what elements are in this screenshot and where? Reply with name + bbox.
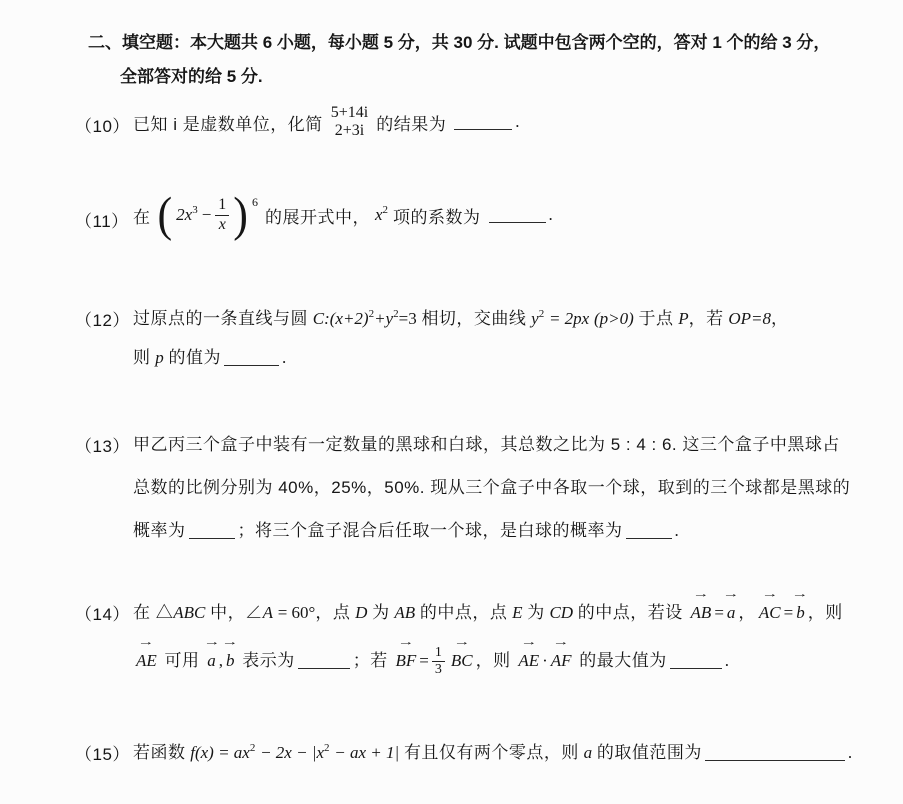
question-text: 的展开式中，: [264, 207, 370, 227]
question-number: （13）: [75, 437, 130, 456]
vector: → AF: [550, 636, 572, 671]
vector-arrow-icon: →: [792, 588, 809, 600]
fraction-numerator: 1: [215, 196, 229, 215]
answer-blank: [454, 115, 512, 130]
period: .: [674, 521, 679, 540]
vector: → BC: [450, 636, 473, 671]
period: .: [724, 651, 730, 671]
period: .: [847, 743, 853, 762]
question-line: 在 △ABC 中，∠A = 60°，点 D 为 AB 的中点，点 E 为 CD 的中点，若设 → AB = → a ， → AC = → b ，则: [133, 600, 858, 626]
answer-blank: [626, 524, 672, 539]
question-body: [133, 740, 858, 766]
fraction-numerator: 1: [432, 645, 445, 662]
vector-arrow-icon: →: [397, 636, 415, 649]
vector-arrow-icon: →: [761, 588, 779, 600]
vector-arrow-icon: →: [138, 636, 155, 649]
vector: → a: [722, 588, 740, 622]
period: .: [548, 205, 553, 224]
left-paren: (: [157, 187, 173, 242]
answer-blank: [489, 208, 546, 223]
period: .: [515, 112, 520, 131]
right-paren: ): [233, 187, 248, 242]
vector: → b: [222, 636, 239, 671]
question-number: （15）: [75, 745, 130, 764]
math-term: $2x^3$: [176, 204, 198, 224]
question-line: → AE 可用 → a , → b 表示为 ；若 → BF = $\frac{1}{3}$ → BC ，则 → AE · → AF 的最大值为 .: [136, 636, 730, 678]
question-10: [0, 98, 903, 146]
question-body: [133, 183, 858, 247]
question-body: [133, 588, 858, 678]
fraction-denominator: x: [218, 215, 226, 233]
vector-arrow-icon: →: [520, 636, 537, 649]
vector: → a: [203, 636, 220, 671]
question-text: 项的系数为: [393, 207, 481, 227]
vector: → AE: [518, 636, 540, 671]
vector-arrow-icon: →: [552, 636, 570, 649]
question-text: 已知 i 是虚数单位，化简: [133, 114, 323, 134]
vector-arrow-icon: →: [692, 588, 710, 600]
fraction: [328, 104, 371, 141]
question-13: [0, 432, 903, 544]
fraction-denominator: 3: [434, 662, 442, 678]
section-header: [88, 30, 830, 90]
answer-blank: [298, 654, 350, 669]
question-15: [0, 740, 903, 766]
question-number: （10）: [75, 117, 130, 136]
question-body: [133, 306, 858, 371]
section-header-line2: 全部答对的给 5 分.: [120, 67, 263, 86]
answer-blank: [224, 351, 279, 366]
fraction-numerator: 5+14i: [330, 103, 369, 121]
vector-arrow-icon: →: [203, 636, 220, 649]
question-number: （14）: [75, 605, 130, 624]
section-header-line1: 二、填空题：本大题共 6 小题，每小题 5 分，共 30 分. 试题中包含两个空的，答对 1 个的给 3 分，: [88, 33, 831, 52]
minus-sign: −: [201, 205, 212, 224]
question-line: 若函数 $f(x) = ax^2 - 2x - |x^2$ − ax + 1| 有且仅有两个零点，则 a 的取值范围为 .: [133, 742, 853, 762]
question-line: 则 p 的值为 .: [133, 348, 287, 367]
answer-blank: [189, 524, 235, 539]
outer-exponent: 6: [251, 195, 258, 209]
question-11: [0, 183, 903, 247]
question-text: 在: [133, 207, 151, 227]
vector-arrow-icon: →: [453, 636, 470, 649]
question-12: [0, 306, 903, 371]
question-line: 甲乙丙三个盒子中装有一定数量的黑球和白球，其总数之比为 5 : 4 : 6. 这三个盒子中黑球占: [133, 435, 840, 454]
parenthesized-expression: [156, 187, 260, 242]
question-14: [0, 588, 903, 678]
vector-arrow-icon: →: [722, 588, 740, 600]
vector: → BF: [395, 636, 417, 671]
math-term: $x^2$: [374, 204, 388, 224]
answer-blank: [705, 746, 845, 761]
answer-blank: [670, 654, 722, 669]
question-body: [133, 432, 858, 544]
question-line: 概率为 ；将三个盒子混合后任取一个球，是白球的概率为 .: [133, 521, 679, 540]
vector: → AE: [136, 636, 157, 671]
question-line: 总数的比例分别为 40%，25%，50%. 现从三个盒子中各取一个球，取到的三个球都是黑球的: [133, 478, 851, 497]
question-line: 过原点的一条直线与圆 $C:(x+2)^2+y^2=3$ 相切，交曲线 $y^2 = 2px$ (p>0) 于点 P，若 OP=8，: [133, 308, 789, 328]
vector-arrow-icon: →: [222, 636, 239, 649]
vector: → b: [792, 588, 809, 622]
question-text: 的结果为: [376, 114, 447, 134]
period: .: [281, 348, 287, 367]
fraction-denominator: 2+3i: [334, 122, 365, 139]
vector: → AB: [690, 588, 712, 622]
question-number: （11）: [75, 212, 129, 231]
vector: → AC: [758, 588, 781, 622]
fraction: [215, 196, 229, 234]
fraction: [432, 645, 445, 678]
question-body: [133, 98, 858, 146]
question-number: （12）: [75, 311, 130, 330]
